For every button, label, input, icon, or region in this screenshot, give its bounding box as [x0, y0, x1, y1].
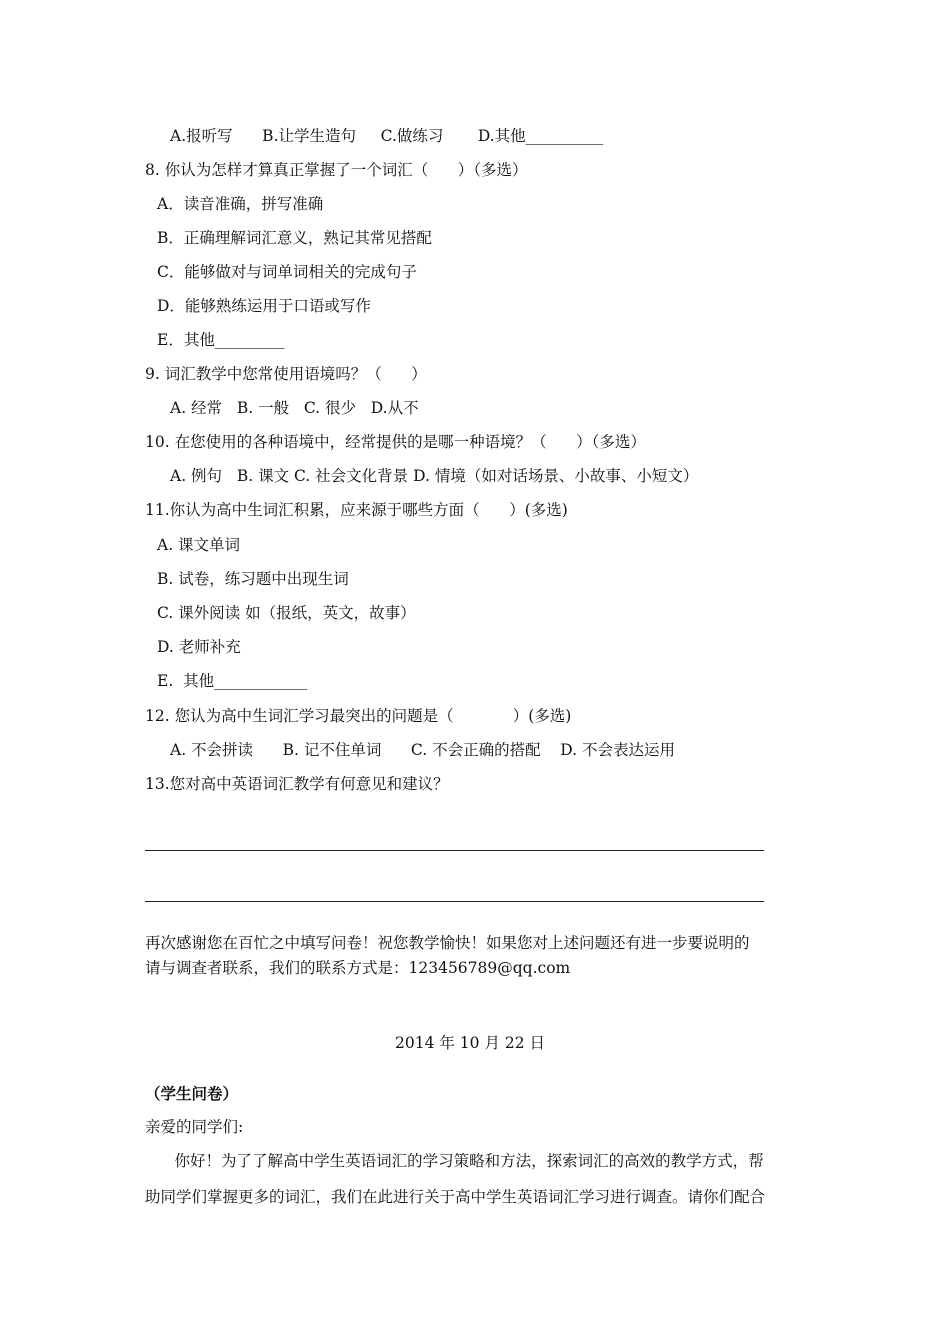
q11-option-d: D. 老师补充	[157, 638, 241, 656]
q8-option-c: C．能够做对与词单词相关的完成句子	[157, 263, 417, 281]
student-intro-line-1: 你好！为了了解高中学生英语词汇的学习策略和方法，探索词汇的高效的教学方式，帮	[145, 1152, 764, 1170]
q8-option-e: E．其他_________	[157, 331, 285, 349]
q12-options: A. 不会拼读 B. 记不住单词 C. 不会正确的搭配 D. 不会表达运用	[170, 741, 676, 759]
student-intro-line-2: 助同学们掌握更多的词汇，我们在此进行关于高中学生英语词汇学习进行调查。请你们配合	[145, 1188, 766, 1206]
q8-option-b: B．正确理解词汇意义，熟记其常见搭配	[157, 229, 432, 247]
q9-options: A. 经常 B. 一般 C. 很少 D.从不	[170, 399, 419, 417]
answer-line-2[interactable]	[145, 901, 764, 902]
q8-question: 8. 你认为怎样才算真正掌握了一个词汇（ ）（多选）	[145, 161, 528, 179]
thanks-line-2: 请与调查者联系，我们的联系方式是：123456789@qq.com	[145, 959, 571, 977]
q12-question: 12. 您认为高中生词汇学习最突出的问题是（ ）(多选)	[145, 707, 572, 725]
q11-option-b: B. 试卷，练习题中出现生词	[157, 570, 349, 588]
thanks-line-1: 再次感谢您在百忙之中填写问卷！祝您教学愉快！如果您对上述问题还有进一步要说明的	[145, 934, 750, 952]
q8-option-d: D．能够熟练运用于口语或写作	[157, 297, 371, 315]
survey-date: 2014 年 10 月 22 日	[395, 1034, 546, 1052]
q11-option-e: E. 其他____________	[157, 672, 308, 690]
student-section-title: （学生问卷）	[145, 1084, 239, 1103]
student-greeting: 亲爱的同学们:	[145, 1118, 244, 1136]
answer-line-1[interactable]	[145, 850, 764, 851]
q11-question: 11.你认为高中生词汇积累，应来源于哪些方面（ ）(多选)	[145, 501, 568, 519]
q7-options: A.报听写 B.让学生造句 C.做练习 D.其他__________	[170, 127, 604, 145]
q8-option-a: A．读音准确，拼写准确	[157, 195, 324, 213]
q11-option-c: C. 课外阅读 如（报纸，英文，故事）	[157, 604, 416, 622]
q13-question: 13.您对高中英语词汇教学有何意见和建议？	[145, 775, 449, 793]
q10-options: A. 例句 B. 课文 C. 社会文化背景 D. 情境（如对话场景、小故事、小短文）	[170, 467, 699, 485]
q9-question: 9. 词汇教学中您常使用语境吗？（ ）	[145, 365, 427, 383]
q10-question: 10. 在您使用的各种语境中，经常提供的是哪一种语境？（ ）（多选）	[145, 433, 646, 451]
q11-option-a: A. 课文单词	[157, 536, 241, 554]
